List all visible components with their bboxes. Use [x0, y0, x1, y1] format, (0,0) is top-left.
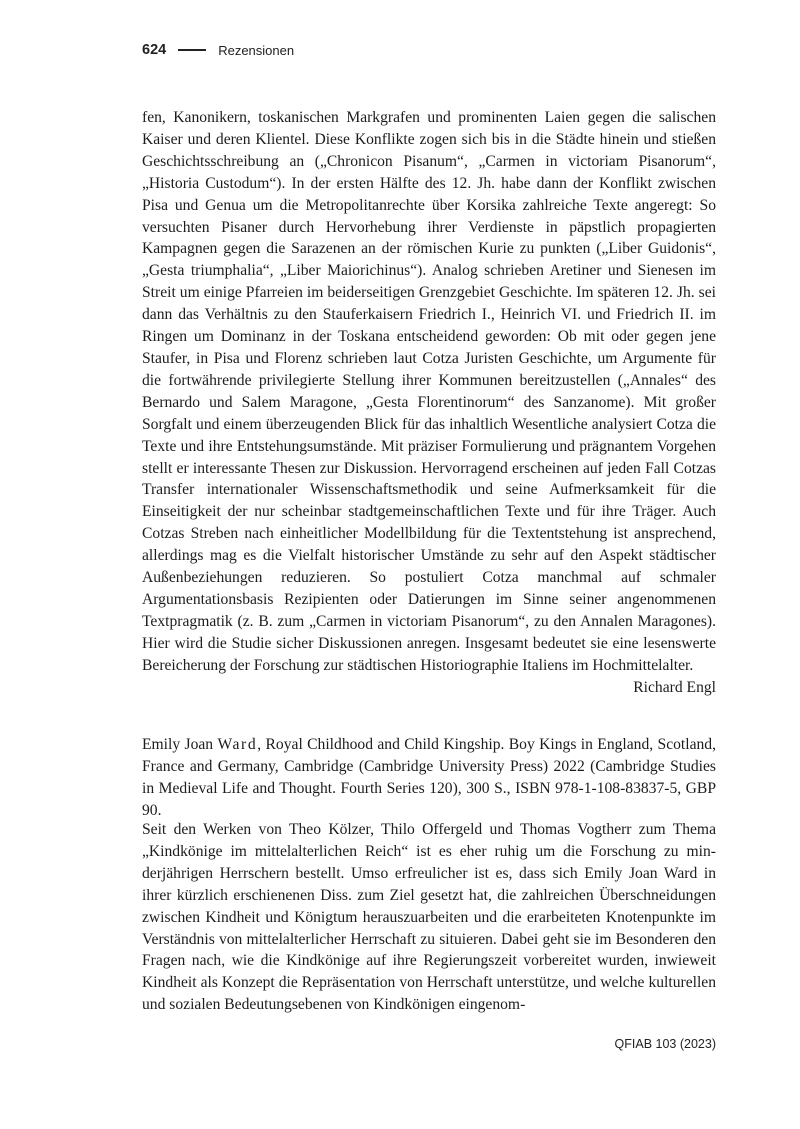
bibliographic-entry — [142, 734, 716, 822]
review-2-citation — [142, 734, 716, 822]
review-1-text: fen, Kanonikern, toskanischen Markgrafen und prominenten Laien gegen die salischen Kaiser und deren Klientel. Diese Konflikte zogen sich bis in die Städte hinein und stießen Geschichtsschreibung an („Chronicon Pisanum“, „Carmen in victoriam Pisanorum“, „Historia Custodum“). In der ersten Hälfte des 12. Jh. habe dann der Konflikt zwischen Pisa und Genua um die Metropolitanrechte über Korsika zahlreiche Texte angeregt: So versuchten Pisaner durch Hervorhebung ihrer Verdienste in päpstlich propagierten Kampagnen gegen die Sarazenen an der römischen Kurie zu punkten („Liber Guidonis“, „Gesta triumphalia“, „Liber Maiorichinus“). Analog schrieben Aretiner und Sienesen im Streit um einige Pfarreien im beiderseitigen Grenzgebiet Geschichte. Im späteren 12. Jh. sei dann das Verhältnis zu den Stauferkaisern Friedrich I., Heinrich VI. und Friedrich II. im Ringen um Dominanz in der Toskana entscheidend geworden: Ob mit oder gegen jene Staufer, in Pisa und Florenz schrieben laut Cotza Juristen Geschichte, um Argumente für die fortwährende privilegierte Stellung ihrer Kommunen bereitzustellen („Annales“ des Bernardo und Salem Maragone, „Gesta Florentinorum“ des Sanzanome). Mit großer Sorgfalt und einem überzeugenden Blick für das inhaltlich Wesentliche analysiert Cotza die Texte und ihre Entstehungsumstände. Mit präziser Formulierung und prägnantem Vorgehen stellt er interessante Thesen zur Diskussion. Hervorragend erscheinen auf jeden Fall Cotzas Transfer internationaler Wissenschaftsmethodik und seine Aufmerksamkeit für die Einseitigkeit der nur scheinbar stadtgemeinschaftlichen Texte und für ihre Träger. Auch Cotzas Streben nach einheitlicher Modellbildung für die Textentstehung ist ansprechend, allerdings mag es die Vielfalt historischer Umstände zu sehr auf den Aspekt städtischer Außenbeziehungen reduzieren. So postuliert Cotza manchmal auf schmaler Argumentationsbasis Rezipienten oder Datierungen im Sinne seiner angenommenen Textpragmatik (z. B. zum „Carmen in victoriam Pisanorum“, zu den Annalen Maragones). Hier wird die Studie sicher Diskussionen anregen. Insgesamt bedeutet sie eine lesenswerte Bereicherung der Forschung zur städtischen Historiographie Italiens im Hochmittelalter. — [142, 109, 716, 674]
header-dash — [178, 49, 206, 52]
reviewer-signature: Richard Engl — [633, 678, 716, 696]
review-1-continuation — [142, 107, 716, 698]
page-number: 624 — [142, 42, 167, 58]
author-last-name: Ward — [217, 736, 258, 753]
section-title: Rezensionen — [218, 42, 295, 58]
review-1-paragraph — [142, 107, 716, 696]
author-first-name: Emily Joan — [142, 736, 218, 753]
citation-text: , Royal Childhood and Child Kingship. Boy Kings in England, Scotland, France and Germany, Cambridge (Cambridge University Press) 2022 (Cambridge Studies in Medieval Life and Thought. Fourth Series 120), 300 S., ISBN 978-1-108-83837-5, GBP 90. — [142, 736, 717, 819]
journal-footer: QFIAB 103 (2023) — [614, 1037, 716, 1051]
review-2-paragraph: Seit den Werken von Theo Kölzer, Thilo Offergeld und Thomas Vogtherr zum Thema „Kindkönige im mittelalterlichen Reich“ ist es eher ruhig um die Forschung zu minderjährigen Herrschern bestellt. Umso erfreulicher ist es, dass sich Emily Joan Ward in ihrer kürzlich erschienenen Diss. zum Ziel gesetzt hat, die zahlreichen Überschneidungen zwischen Kindheit und Königtum herauszuarbeiten und die erarbeiteten Knotenpunkte im Verständnis von mittelalterlicher Herrschaft zu situieren. Dabei geht sie im Besonderen den Fragen nach, wie die Kindkönige auf ihre Regierungszeit vorbereitet wurden, inwieweit Kindheit als Konzept die Repräsentation von Herrschaft unterstütze, und welche kulturellen und sozialen Bedeutungsebenen von Kindkönigen eingenom- — [142, 821, 716, 1014]
running-header — [142, 42, 294, 58]
review-2-body — [142, 819, 716, 1016]
